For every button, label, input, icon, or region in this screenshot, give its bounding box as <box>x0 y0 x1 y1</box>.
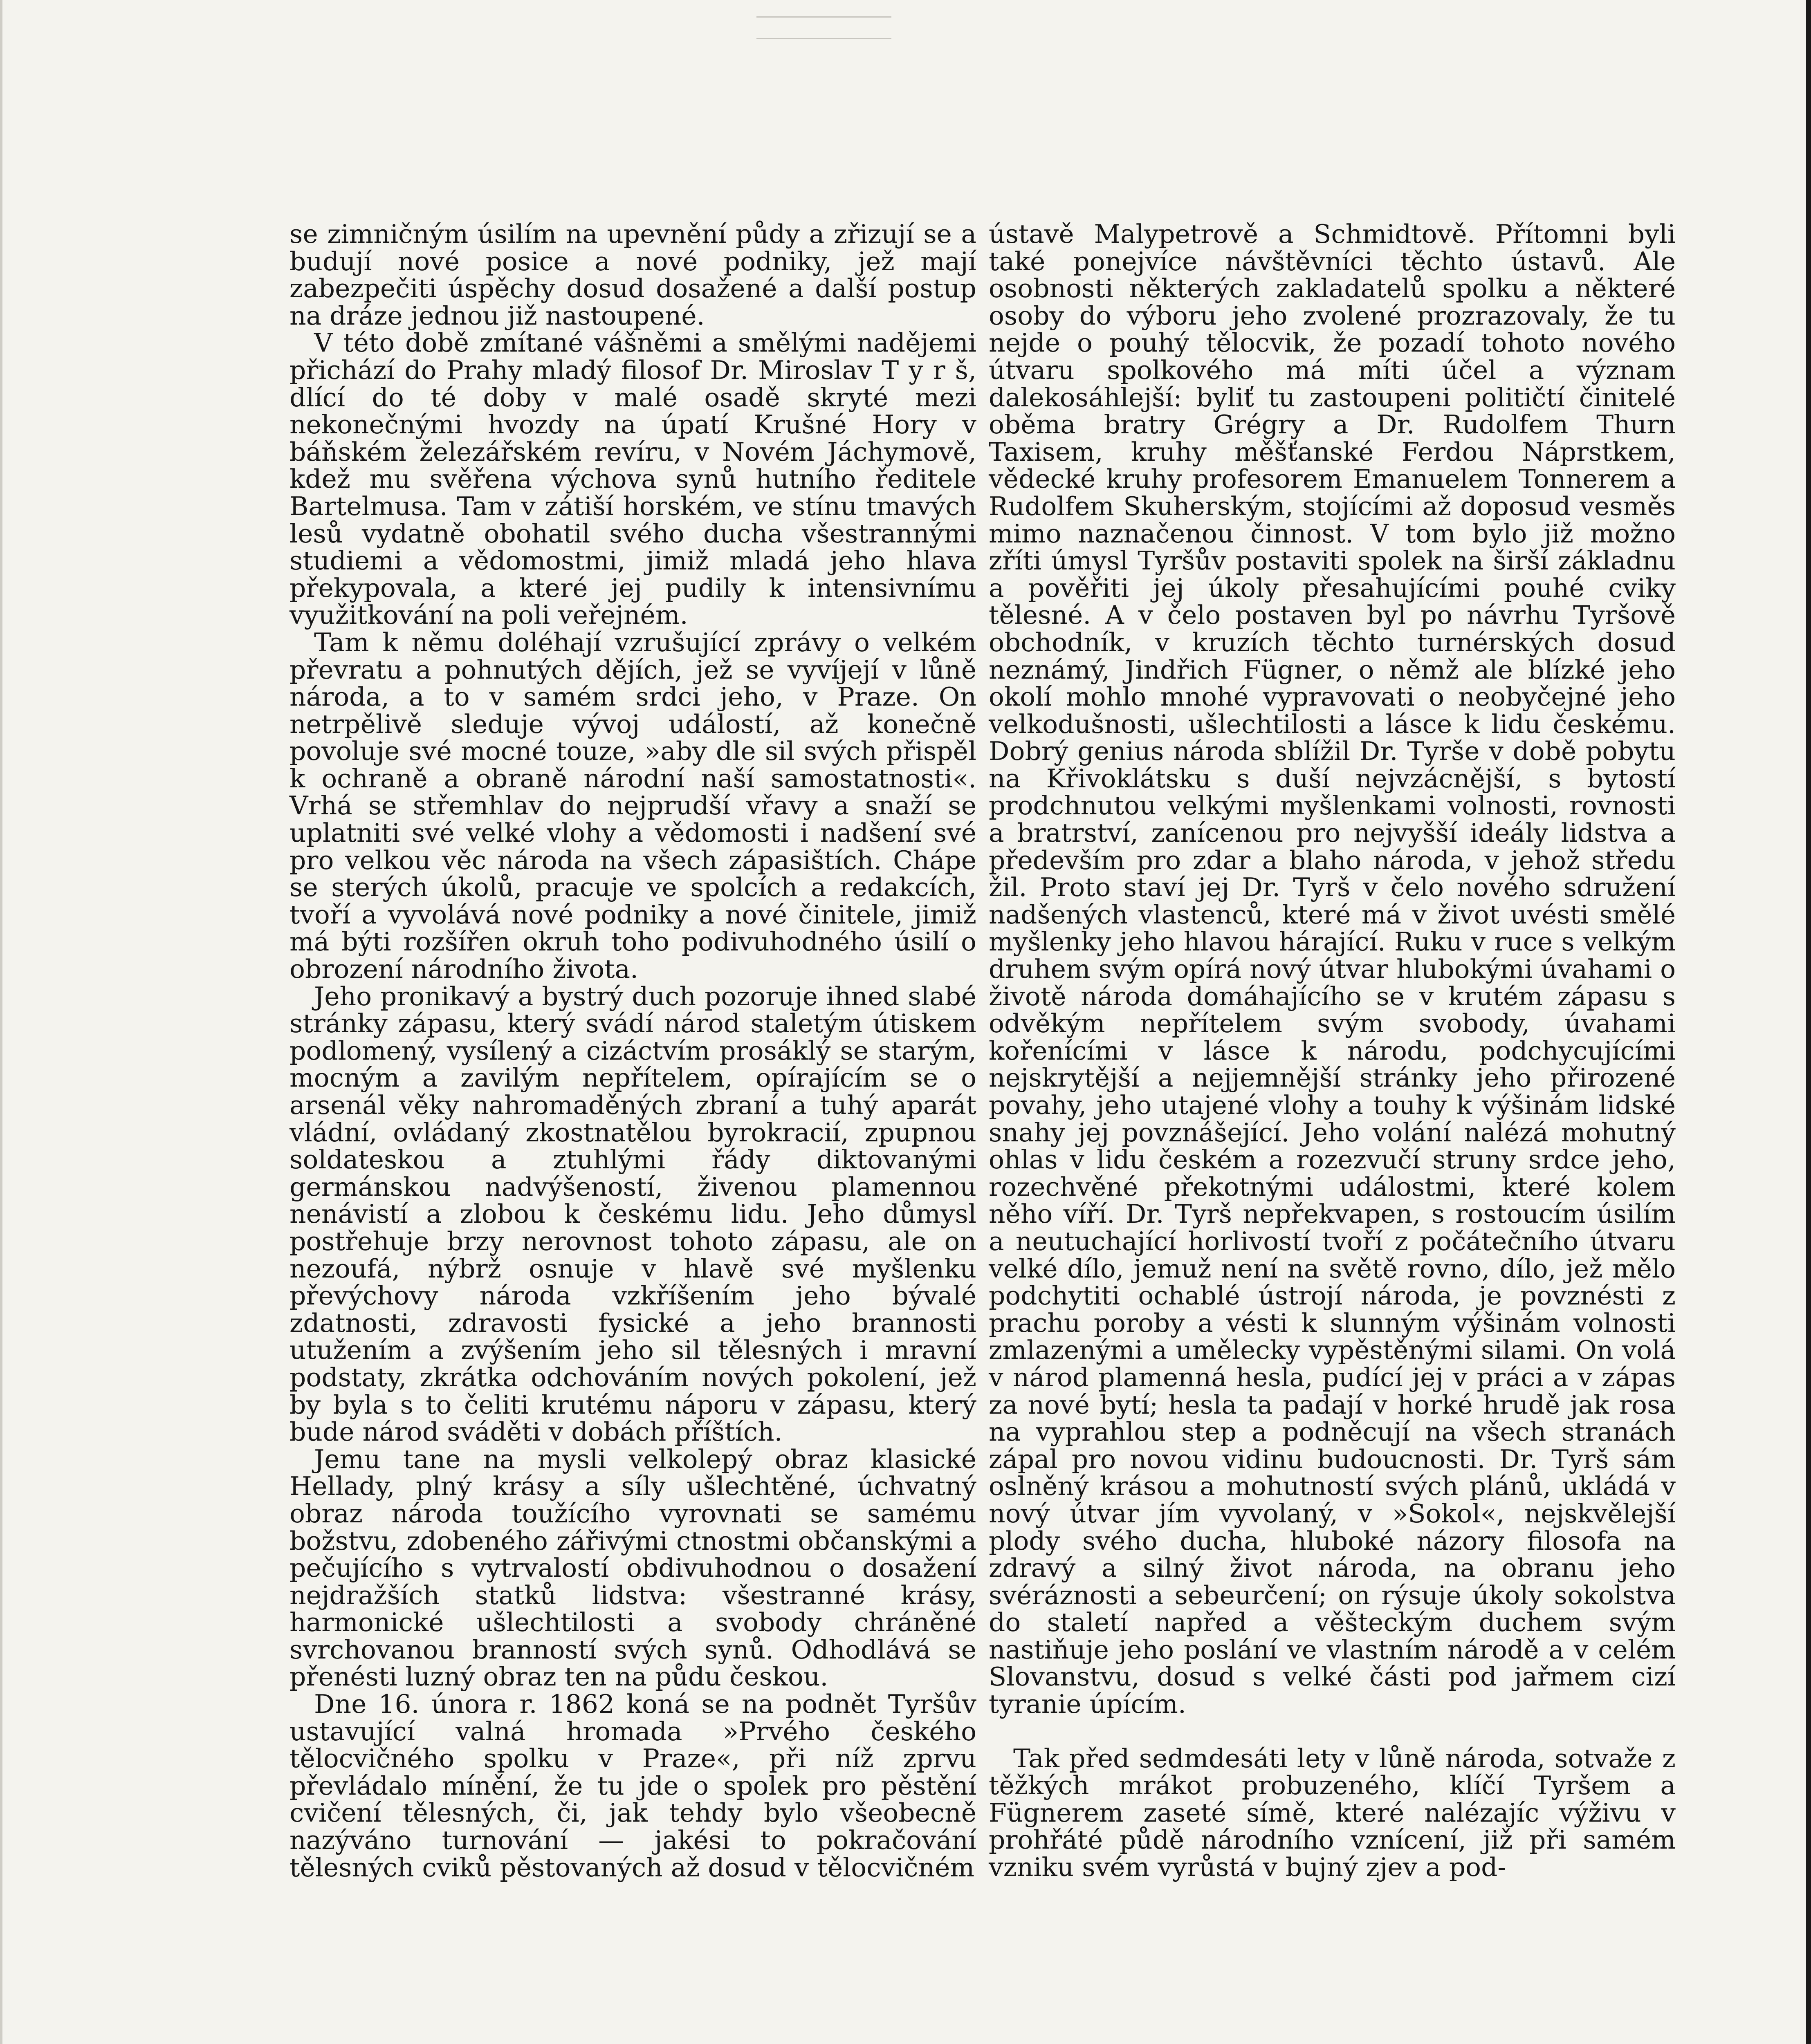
page-right-edge <box>1806 0 1811 2044</box>
left-paragraph-1: se zimničným úsilím na upevnění půdy a zřizují se a budují nové posice a nové podniky, jež mají zabezpečiti úspěchy dosud dosažené a další postup na dráze jednou již nastoupené. <box>289 219 976 331</box>
page-left-edge <box>0 0 2 2044</box>
top-scan-mark <box>756 16 891 39</box>
left-paragraph-3: Tam k němu doléhají vzrušující zprávy o velkém převratu a pohnutých dějích, jež se vyvíjejí v lůně národa, a to v samém srdci jeho, v Praze. On netrpělivě sleduje vývoj událostí, až konečně povoluje své mocné touze, »aby dle sil svých přispěl k ochraně a obraně národní naší samostatnosti«. Vrhá se střemhlav do nejprudší vřavy a snaží se uplatniti své velké vlohy a vědomosti i nadšení své pro velkou věc národa na všech zápasištích. Chápe se sterých úkolů, pracuje ve spolcích a redakcích, tvoří a vyvolává nové podniky a nové činitele, jimiž má býti rozšířen okruh toho podivuhodného úsilí o obrození národního života. <box>289 627 976 984</box>
left-paragraph-6: Dne 16. února r. 1862 koná se na podnět Tyršův ustavující valná hromada »Prvého českého tělocvičného spolku v Praze«, při níž zprvu převládalo mínění, že tu jde o spolek pro pěstění cvičení tělesných, či, jak tehdy bylo všeobecně nazýváno turnování — jakési to pokračování tělesných cviků pěstovaných až dosud v tělocvičném <box>289 1689 976 1883</box>
left-paragraph-4: Jeho pronikavý a bystrý duch pozoruje ihned slabé stránky zápasu, který svádí národ staletým útiskem podlomený, vysílený a cizáctvím prosáklý se starým, mocným a zavilým nepřítelem, opírajícím se o arsenál věky nahromaděných zbraní a tuhý aparát vládní, ovládaný zkostnatělou byrokracií, zpupnou soldateskou a ztuhlými řády diktovanými germánskou nadvýšeností, živenou plamennou nenávistí a zlobou k českému lidu. Jeho důmysl postřehuje brzy nerovnost tohoto zápasu, ale on nezoufá, nýbrž osnuje v hlavě své myšlenku převýchovy národa vzkříšením jeho bývalé zdatnosti, zdravosti fysické a jeho brannosti utužením a zvýšením jeho sil tělesných i mravní podstaty, zkrátka odchováním nových pokolení, jež by byla s to čeliti krutému náporu v zápasu, který bude národ sváděti v dobách příštích. <box>289 981 976 1447</box>
right-paragraph-2: Tak před sedmdesáti lety v lůně národa, sotvaže z těžkých mrákot probuzeného, klíčí Tyršem a Fügnerem zaseté símě, které nalézajíc výživu v prohřáté půdě národního vznícení, již při samém vzniku svém vyrůstá v bujný zjev a pod- <box>989 1743 1676 1883</box>
left-column <box>289 221 976 1881</box>
right-paragraph-1: ústavě Malypetrově a Schmidtově. Přítomni byli také ponejvíce návštěvníci těchto ústavů. Ale osobnosti některých zakladatelů spolku a některé osoby do výboru jeho zvolené prozrazovaly, že tu nejde o pouhý tělocvik, že pozadí tohoto nového útvaru spolkového má míti účel a význam dalekosáhlejší: byliť tu zastoupeni političtí činitelé oběma bratry Grégry a Dr. Rudolfem Thurn Taxisem, kruhy měšťanské Ferdou Náprstkem, vědecké kruhy profesorem Emanuelem Tonnerem a Rudolfem Skuherským, stojícími až doposud vesměs mimo naznačenou činnost. V tom bylo již možno zříti úmysl Tyršův postaviti spolek na širší základnu a pověřiti jej úkoly přesahujícími pouhé cviky tělesné. A v čelo postaven byl po návrhu Tyršově obchodník, v kruzích těchto turnérských dosud neznámý, Jindřich Fügner, o němž ale blízké jeho okolí mohlo mnohé vypravovati o neobyčejné jeho velkodušnosti, ušlechtilosti a lásce k lidu českému. Dobrý genius národa sblížil Dr. Tyrše v době pobytu na Křivoklátsku s duší nejvzácnější, s bytostí prodchnutou velkými myšlenkami volnosti, rovnosti a bratrství, zanícenou pro nejvyšší ideály lidstva a především pro zdar a blaho národa, v jehož středu žil. Proto staví jej Dr. Tyrš v čelo nového sdružení nadšených vlastenců, které má v život uvésti smělé myšlenky jeho hlavou hárající. Ruku v ruce s velkým druhem svým opírá nový útvar hlubokými úvahami o životě národa domáhajícího se v krutém zápasu s odvěkým nepřítelem svým svobody, úvahami kořenícími v lásce k národu, podchycujícími nejskrytější a nejjemnější stránky jeho přirozené povahy, jeho utajené vlohy a touhy k výšinám lidské snahy jej povznášející. Jeho volání nalézá mohutný ohlas v lidu českém a rozezvučí struny srdce jeho, rozechvěné překotnými událostmi, které kolem něho víří. Dr. Tyrš nepřekvapen, s rostoucím úsilím a neutuchající horlivostí tvoří z počátečního útvaru velké dílo, jemuž není na světě rovno, dílo, jež mělo podchytiti ochablé ústrojí národa, je povznésti z prachu poroby a vésti k slunným výšinám volnosti zmlazenými a umělecky vypěstěnými silami. On volá v národ plamenná hesla, pudící jej v práci a v zápas za nové bytí; hesla ta padají v horké hrudě jak rosa na vyprahlou step a podněcují na všech stranách zápal pro novou vidinu budoucnosti. Dr. Tyrš sám oslněný krásou a mohutností svých plánů, ukládá v nový útvar jím vyvolaný, v »Sokol«, nejskvělejší plody svého ducha, hluboké názory filosofa na zdravý a silný život národa, na obranu jeho svéráznosti a sebeurčení; on rýsuje úkoly sokolstva do staletí napřed a věšteckým duchem svým nastiňuje jeho poslání ve vlastním národě a v celém Slovanstvu, dosud s velké části pod jařmem cizí tyranie úpícím. <box>989 219 1676 1719</box>
left-paragraph-2: V této době zmítané vášněmi a smělými nadějemi přichází do Prahy mladý filosof Dr. Miroslav T y r š, dlící do té doby v malé osadě skryté mezi nekonečnými hvozdy na úpatí Krušné Hory v báňském železářském revíru, v Novém Jáchymově, kdež mu svěřena výchova synů hutního ředitele Bartelmusa. Tam v zátiší horském, ve stínu tmavých lesů vydatně obohatil svého ducha všestrannými studiemi a vědomostmi, jimiž mladá jeho hlava překypovala, a které jej pudily k intensivnímu využitkování na poli veřejném. <box>289 328 976 630</box>
right-column <box>989 221 1676 1881</box>
left-paragraph-5: Jemu tane na mysli velkolepý obraz klasické Hellady, plný krásy a síly ušlechtěné, úchvatný obraz národa toužícího vyrovnati se samému božstvu, zdobeného zářivými ctnostmi občanskými a pečujícího s vytrvalostí obdivuhodnou o dosažení nejdražších statků lidstva: všestranné krásy, harmonické ušlechtilosti a svobody chráněné svrchovanou branností svých synů. Odhodlává se přenésti luzný obraz ten na půdu českou. <box>289 1444 976 1692</box>
